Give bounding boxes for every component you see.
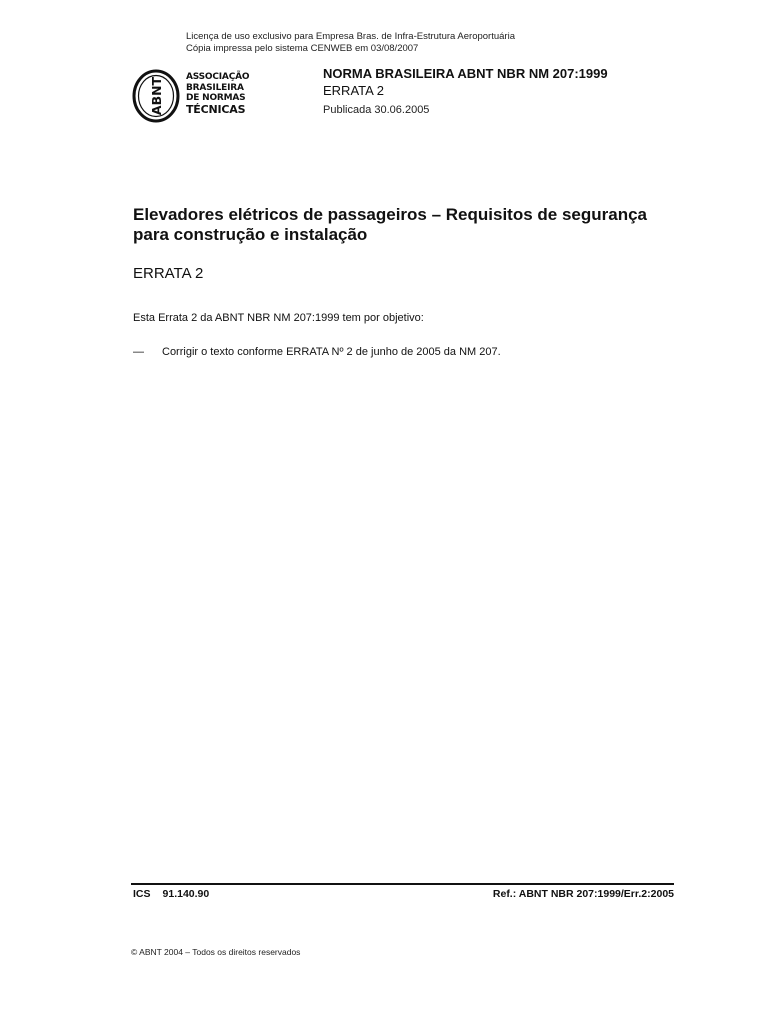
standard-header (323, 66, 608, 121)
copyright-notice: © ABNT 2004 – Todos os direitos reservados (131, 947, 301, 957)
seal-text: ABNT (149, 76, 164, 116)
document-title (133, 205, 693, 245)
license-line-2: Cópia impressa pelo sistema CENWEB em 03/08/2007 (186, 43, 419, 54)
footer-divider (131, 883, 674, 885)
list-dash: — (133, 346, 144, 358)
license-notice (186, 31, 515, 55)
standard-errata: ERRATA 2 (323, 83, 384, 98)
reference-number: Ref.: ABNT NBR 207:1999/Err.2:2005 (492, 888, 674, 900)
ics-code: 91.140.90 (162, 888, 210, 900)
publication-date: Publicada 30.06.2005 (323, 104, 430, 116)
abnt-logo (131, 68, 311, 124)
logo-line-2: BRASILEIRA (186, 82, 244, 93)
list-item (133, 345, 501, 359)
logo-wordmark (186, 72, 249, 116)
objective-paragraph: Esta Errata 2 da ABNT NBR NM 207:1999 tem por objetivo: (133, 312, 424, 324)
document-title-line-2: para construção e instalação (133, 225, 368, 244)
list-item-text: Corrigir o texto conforme ERRATA Nº 2 de junho de 2005 da NM 207. (162, 346, 501, 358)
logo-line-1: ASSOCIAÇÃO (186, 72, 250, 82)
errata-heading: ERRATA 2 (133, 265, 204, 282)
abnt-seal-icon (131, 68, 181, 124)
logo-line-4: TÉCNICAS (186, 102, 246, 116)
document-title-line-1: Elevadores elétricos de passageiros – Requisitos de segurança (133, 205, 648, 224)
standard-title: NORMA BRASILEIRA ABNT NBR NM 207:1999 (323, 66, 608, 81)
logo-line-3: DE NORMAS (186, 93, 246, 103)
license-line-1: Licença de uso exclusivo para Empresa Bras. de Infra-Estrutura Aeroportuária (186, 31, 515, 42)
ics-classification (133, 888, 209, 901)
ics-label: ICS (133, 888, 151, 900)
